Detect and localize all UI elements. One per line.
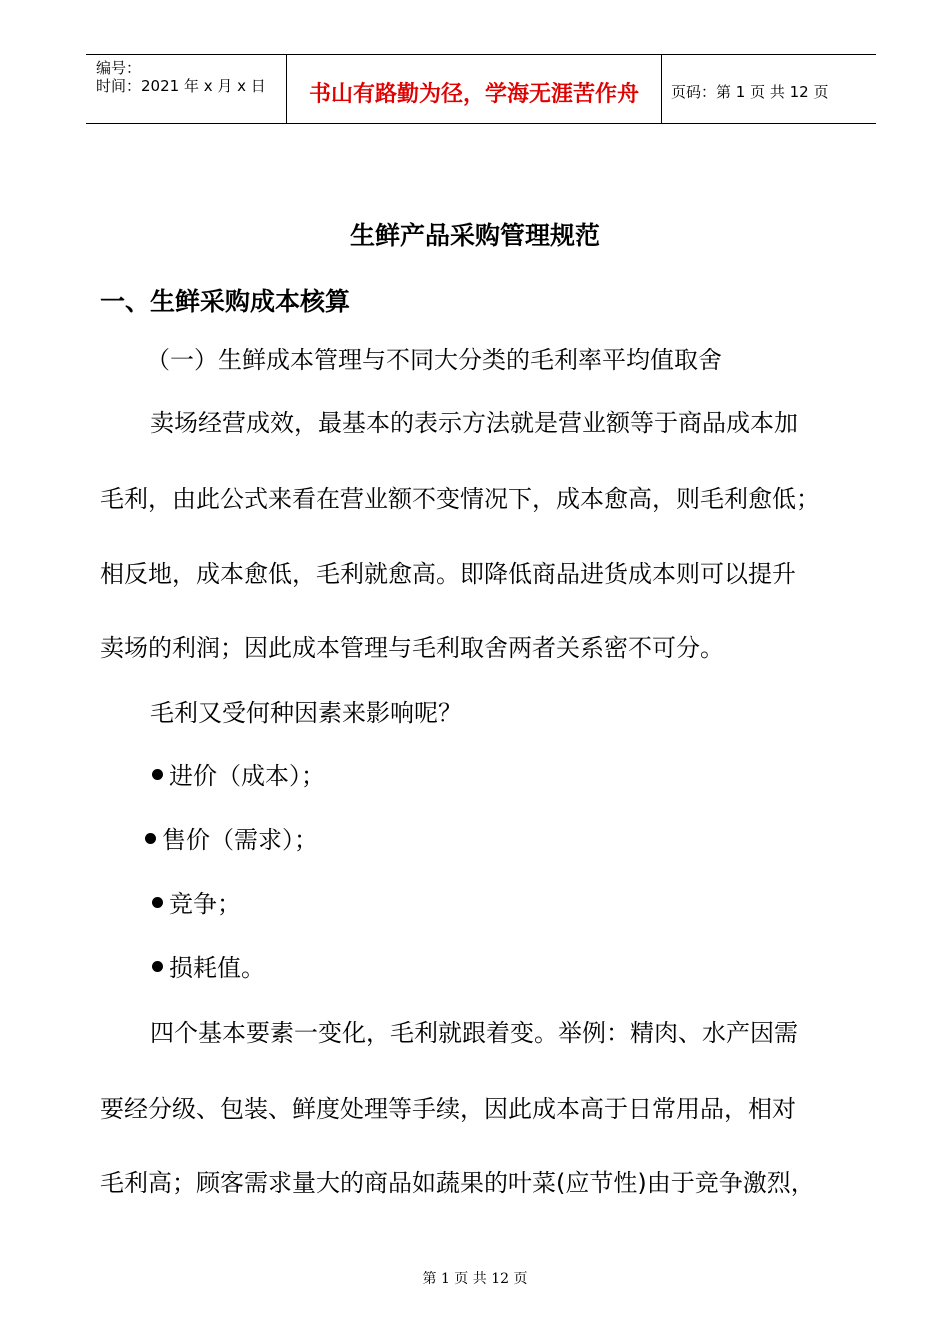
document-title: 生鲜产品采购管理规范 — [349, 221, 600, 250]
paragraph-line: 毛利高；顾客需求量大的商品如蔬果的叶菜(应节性)由于竞争激烈， — [100, 1169, 815, 1197]
paragraph-line: 卖场经营成效，最基本的表示方法就是营业额等于商品成本加 — [150, 409, 798, 437]
bullet-dot — [152, 897, 163, 908]
paragraph-line: 四个基本要素一变化，毛利就跟着变。举例：精肉、水产因需 — [150, 1019, 798, 1047]
header-page-cell — [661, 55, 876, 123]
question-line: 毛利又受何种因素来影响呢？ — [150, 699, 462, 727]
bullet-item — [145, 825, 318, 855]
time-label: 时间：2021 年 x 月 x 日 — [96, 77, 266, 95]
bullet-item — [152, 953, 265, 983]
bullet-text: 损耗值。 — [169, 954, 265, 982]
bullet-item — [152, 889, 241, 919]
bullet-dot — [152, 769, 163, 780]
serial-label: 编号： — [96, 59, 142, 77]
page-footer: 第 1 页 共 12 页 — [422, 1271, 528, 1287]
subsection-heading: （一）生鲜成本管理与不同大分类的毛利率平均值取舍 — [146, 346, 722, 374]
bullet-dot — [152, 961, 163, 972]
bullet-text: 售价（需求）； — [162, 826, 318, 854]
section-heading: 一、生鲜采购成本核算 — [100, 287, 351, 316]
header-table — [86, 54, 876, 124]
bullet-text: 竞争； — [169, 890, 241, 918]
page-info: 页码：第 1 页 共 12 页 — [671, 83, 829, 101]
bullet-text: 进价（成本）； — [169, 762, 325, 790]
header-motto-cell — [286, 55, 662, 123]
paragraph-line: 毛利，由此公式来看在营业额不变情况下，成本愈高，则毛利愈低； — [100, 485, 820, 513]
bullet-item — [152, 761, 325, 791]
bullet-dot — [145, 833, 156, 844]
paragraph-line: 要经分级、包装、鲜度处理等手续，因此成本高于日常用品，相对 — [100, 1095, 796, 1123]
paragraph-line: 卖场的利润；因此成本管理与毛利取舍两者关系密不可分。 — [100, 634, 724, 662]
paragraph-line: 相反地，成本愈低，毛利就愈高。即降低商品进货成本则可以提升 — [100, 560, 796, 588]
motto: 书山有路勤为径，学海无涯苦作舟 — [308, 81, 639, 107]
header-left-cell — [86, 55, 286, 123]
